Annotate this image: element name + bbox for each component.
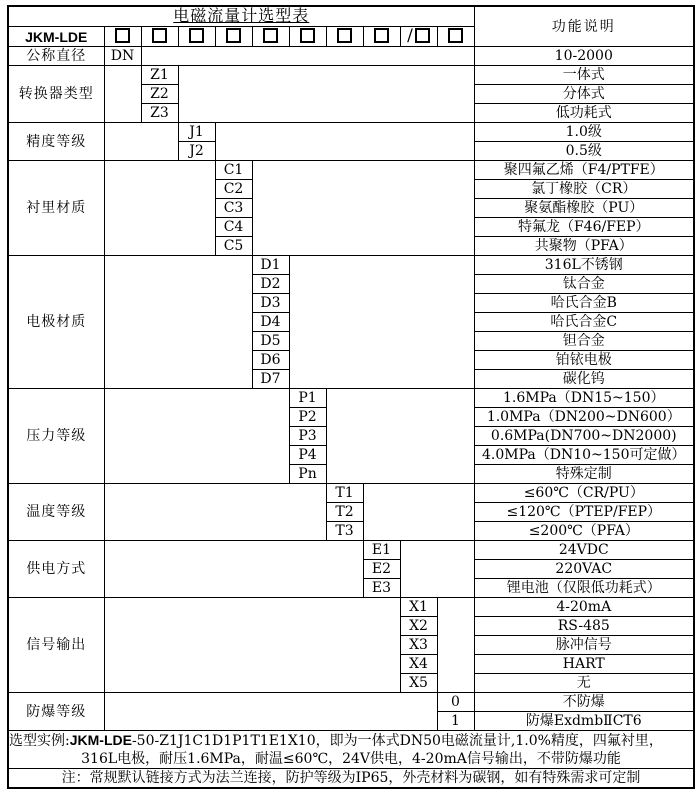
function-desc-cell: 分体式 — [474, 85, 694, 104]
model-box-cell — [141, 27, 178, 47]
code-cell: X3 — [400, 636, 437, 655]
function-desc-cell: 0.6MPa(DN700~DN2000) — [474, 427, 694, 446]
section-row — [8, 161, 694, 180]
section-row — [8, 389, 694, 408]
section-row — [8, 693, 694, 712]
code-cell: X4 — [400, 655, 437, 674]
empty-cell — [326, 389, 474, 484]
function-desc-cell: 特氟龙（F46/FEP） — [474, 218, 694, 237]
code-cell: C1 — [215, 161, 252, 180]
empty-cell — [252, 161, 474, 256]
function-desc-cell: 316L不锈钢 — [474, 256, 694, 275]
example-label: 选型实例: — [9, 733, 70, 749]
code-cell: D3 — [252, 294, 289, 313]
category-label: 温度等级 — [8, 484, 104, 541]
empty-cell — [104, 66, 141, 123]
model-box-cell — [289, 27, 326, 47]
code-cell: DN — [104, 47, 141, 66]
page-title: 电磁流量计选型表 — [173, 6, 310, 25]
code-cell: P2 — [289, 408, 326, 427]
checkbox-icon — [226, 28, 241, 43]
empty-cell — [104, 256, 252, 389]
function-description-header: 功能说明 — [474, 6, 694, 47]
example-text: -50-Z1J1C1D1P1T1E1X10，即为一体式DN50电磁流量计,1.0%精度，四氟衬里， — [131, 733, 663, 749]
code-cell: 1 — [437, 712, 474, 731]
model-box-cell — [104, 27, 141, 47]
category-label: 压力等级 — [8, 389, 104, 484]
code-cell: D6 — [252, 351, 289, 370]
empty-cell — [104, 598, 400, 693]
function-desc-cell: HART — [474, 655, 694, 674]
section-row — [8, 66, 694, 85]
function-desc-cell: 1.0级 — [474, 123, 694, 142]
table-title-cell — [8, 6, 474, 27]
checkbox-icon — [374, 28, 389, 43]
example-line-1 — [9, 731, 693, 750]
model-box-cell — [252, 27, 289, 47]
code-cell: P4 — [289, 446, 326, 465]
example-line-2: 316L电极，耐压1.6MPa，耐温≤60℃，24V供电，4-20mA信号输出，不带防爆功能 — [81, 751, 621, 767]
note-text: 注：常规默认链接方式为法兰连接，防护等级为IP65，外壳材料为碳钢，如有特殊需求可定制 — [8, 769, 694, 789]
code-cell: D2 — [252, 275, 289, 294]
function-desc-cell: 锂电池（仅限低功耗式） — [474, 579, 694, 598]
function-desc-cell: 特殊定制 — [474, 465, 694, 484]
empty-cell — [104, 484, 326, 541]
function-desc-cell: 220VAC — [474, 560, 694, 579]
code-cell: D7 — [252, 370, 289, 389]
note-row — [8, 769, 694, 789]
empty-cell — [104, 389, 289, 484]
function-desc-cell: 脉冲信号 — [474, 636, 694, 655]
code-cell: D1 — [252, 256, 289, 275]
model-box-cell — [178, 27, 215, 47]
section-row — [8, 123, 694, 142]
function-desc-cell: 4.0MPa（DN10~150可定做） — [474, 446, 694, 465]
empty-cell — [104, 123, 178, 161]
code-cell: E2 — [363, 560, 400, 579]
category-label: 防爆等级 — [8, 693, 104, 731]
checkbox-icon — [189, 28, 204, 43]
model-box-cell — [215, 27, 252, 47]
code-cell: D5 — [252, 332, 289, 351]
empty-cell — [215, 123, 474, 161]
code-cell: X2 — [400, 617, 437, 636]
code-cell: E3 — [363, 579, 400, 598]
example-row — [8, 731, 694, 769]
code-cell: Z1 — [141, 66, 178, 85]
checkbox-icon — [300, 28, 315, 43]
code-cell: T2 — [326, 503, 363, 522]
empty-cell — [141, 47, 474, 66]
function-desc-cell: ≤120℃（PTEP/FEP） — [474, 503, 694, 522]
selector-table — [7, 5, 695, 789]
code-cell: P1 — [289, 389, 326, 408]
section-row — [8, 47, 694, 66]
function-desc-cell: 聚氨酯橡胶（PU） — [474, 199, 694, 218]
function-desc-cell: 低功耗式 — [474, 104, 694, 123]
function-desc-cell: 不防爆 — [474, 693, 694, 712]
empty-cell — [363, 484, 474, 541]
code-cell: X5 — [400, 674, 437, 693]
checkbox-icon — [337, 28, 352, 43]
code-cell: Pn — [289, 465, 326, 484]
code-cell: C5 — [215, 237, 252, 256]
model-box-cell — [437, 27, 474, 47]
code-cell: 0 — [437, 693, 474, 712]
function-desc-cell: 碳化钨 — [474, 370, 694, 389]
empty-cell — [289, 256, 474, 389]
code-cell: P3 — [289, 427, 326, 446]
checkbox-icon — [152, 28, 167, 43]
category-label: 供电方式 — [8, 541, 104, 598]
checkbox-icon — [115, 28, 130, 43]
function-desc-cell: 1.6MPa（DN15~150） — [474, 389, 694, 408]
model-box-cell — [363, 27, 400, 47]
checkbox-icon — [448, 28, 463, 43]
function-desc-cell: 哈氏合金B — [474, 294, 694, 313]
section-row — [8, 256, 694, 275]
function-desc-cell: 铂铱电极 — [474, 351, 694, 370]
slash-mark: / — [407, 26, 413, 46]
function-desc-cell: 共聚物（PFA） — [474, 237, 694, 256]
category-label: 电极材质 — [8, 256, 104, 389]
code-cell: C4 — [215, 218, 252, 237]
category-label: 信号输出 — [8, 598, 104, 693]
model-box-cell — [400, 27, 437, 47]
function-desc-cell: 钛合金 — [474, 275, 694, 294]
category-label: 转换器类型 — [8, 66, 104, 123]
code-cell: C3 — [215, 199, 252, 218]
checkbox-icon — [415, 28, 430, 43]
function-desc-cell: 哈氏合金C — [474, 313, 694, 332]
empty-cell — [104, 693, 437, 731]
empty-cell — [104, 541, 363, 598]
code-cell: Z2 — [141, 85, 178, 104]
category-label: 衬里材质 — [8, 161, 104, 256]
function-desc-cell: ≤200℃（PFA） — [474, 522, 694, 541]
code-cell: T1 — [326, 484, 363, 503]
function-desc-cell: RS-485 — [474, 617, 694, 636]
example-model-code: JKM-LDE — [69, 732, 132, 748]
section-row — [8, 484, 694, 503]
section-row — [8, 541, 694, 560]
model-box-cell — [326, 27, 363, 47]
code-cell: Z3 — [141, 104, 178, 123]
checkbox-icon — [263, 28, 278, 43]
empty-cell — [437, 598, 474, 693]
empty-cell — [400, 541, 474, 598]
function-desc-cell: 钽合金 — [474, 332, 694, 351]
function-desc-cell: 0.5级 — [474, 142, 694, 161]
category-label: 精度等级 — [8, 123, 104, 161]
code-cell: E1 — [363, 541, 400, 560]
title-row — [8, 6, 694, 27]
code-cell: J2 — [178, 142, 215, 161]
function-desc-cell: 防爆ExdmbⅡCT6 — [474, 712, 694, 731]
selection-example-cell — [8, 731, 694, 769]
function-desc-cell: 10-2000 — [474, 47, 694, 66]
function-desc-cell: 氯丁橡胶（CR） — [474, 180, 694, 199]
code-cell: J1 — [178, 123, 215, 142]
function-desc-cell: 1.0MPa（DN200~DN600） — [474, 408, 694, 427]
function-desc-cell: 无 — [474, 674, 694, 693]
code-cell: C2 — [215, 180, 252, 199]
empty-cell — [104, 161, 215, 256]
function-desc-cell: 一体式 — [474, 66, 694, 85]
category-label: 公称直径 — [8, 47, 104, 66]
function-desc-cell: 聚四氟乙烯（F4/PTFE） — [474, 161, 694, 180]
code-cell: D4 — [252, 313, 289, 332]
code-cell: X1 — [400, 598, 437, 617]
function-desc-cell: ≤60℃（CR/PU） — [474, 484, 694, 503]
empty-cell — [178, 66, 474, 123]
code-cell: T3 — [326, 522, 363, 541]
function-desc-cell: 4-20mA — [474, 598, 694, 617]
model-prefix: JKM-LDE — [8, 27, 104, 47]
section-row — [8, 598, 694, 617]
function-desc-cell: 24VDC — [474, 541, 694, 560]
